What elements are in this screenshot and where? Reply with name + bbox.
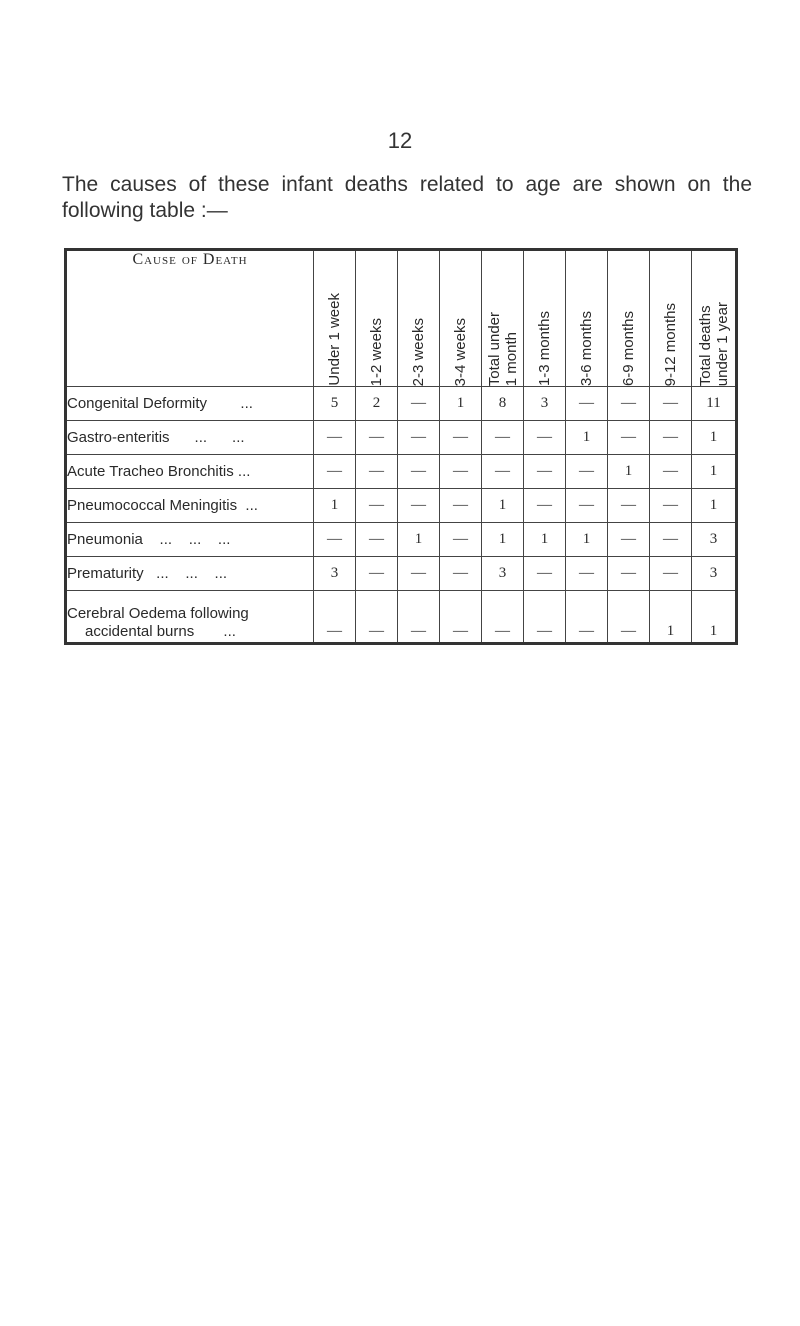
table-row [66, 523, 737, 557]
value-cell: — [566, 455, 608, 489]
value-cell: — [314, 455, 356, 489]
cause-cell: Prematurity ... ... ... [66, 557, 314, 591]
value-cell: — [482, 591, 524, 644]
column-header [482, 250, 524, 387]
column-header [692, 250, 737, 387]
value-cell: — [524, 421, 566, 455]
cause-cell [66, 591, 314, 644]
value-cell: — [566, 489, 608, 523]
value-cell: 1 [482, 523, 524, 557]
value-cell: — [524, 489, 566, 523]
value-cell: 1 [440, 387, 482, 421]
column-header [650, 250, 692, 387]
value-cell: 3 [314, 557, 356, 591]
value-cell: — [356, 523, 398, 557]
value-cell: — [356, 591, 398, 644]
infant-deaths-table [64, 248, 738, 645]
value-cell: 8 [482, 387, 524, 421]
column-header-label: Total deaths under 1 year [696, 301, 731, 386]
column-header-label: 1-3 months [536, 310, 553, 386]
value-cell: — [440, 455, 482, 489]
value-cell: — [524, 455, 566, 489]
value-cell: 1 [314, 489, 356, 523]
value-cell: 1 [566, 523, 608, 557]
column-header [314, 250, 356, 387]
value-cell: 1 [692, 455, 737, 489]
value-cell: — [482, 421, 524, 455]
column-header [440, 250, 482, 387]
value-cell: — [440, 421, 482, 455]
value-cell: — [482, 455, 524, 489]
cause-cell: Acute Tracheo Bronchitis ... [66, 455, 314, 489]
value-cell: 1 [692, 489, 737, 523]
value-cell: — [398, 455, 440, 489]
cause-of-death-header: Cause of Death [66, 250, 314, 387]
value-cell: — [650, 489, 692, 523]
column-header-label: 9-12 months [662, 302, 679, 386]
value-cell: — [608, 523, 650, 557]
value-cell: 1 [692, 591, 737, 644]
value-cell: — [566, 591, 608, 644]
value-cell: — [650, 455, 692, 489]
value-cell: — [398, 421, 440, 455]
value-cell: — [398, 591, 440, 644]
table-row [66, 455, 737, 489]
cause-line: Cerebral Oedema following [67, 605, 249, 622]
value-cell: — [566, 387, 608, 421]
value-cell: 3 [692, 557, 737, 591]
value-cell: — [608, 557, 650, 591]
value-cell: 5 [314, 387, 356, 421]
value-cell: — [608, 591, 650, 644]
value-cell: 3 [692, 523, 737, 557]
value-cell: — [440, 523, 482, 557]
value-cell: 1 [524, 523, 566, 557]
value-cell: 1 [692, 421, 737, 455]
value-cell: — [608, 489, 650, 523]
value-cell: — [650, 387, 692, 421]
value-cell: — [356, 557, 398, 591]
value-cell: — [650, 523, 692, 557]
value-cell: 2 [356, 387, 398, 421]
value-cell: — [650, 421, 692, 455]
table-body [66, 387, 737, 644]
column-header-label: 3-6 months [578, 310, 595, 386]
value-cell: 1 [398, 523, 440, 557]
column-header-label: 3-4 weeks [452, 317, 469, 386]
cause-cell: Congenital Deformity ... [66, 387, 314, 421]
column-header-label: 6-9 months [620, 310, 637, 386]
cause-cell: Pneumonia ... ... ... [66, 523, 314, 557]
value-cell: — [440, 489, 482, 523]
intro-paragraph: The causes of these infant deaths related to age are shown on the following table :— [62, 173, 752, 222]
value-cell: — [398, 489, 440, 523]
page-number: 12 [387, 128, 413, 153]
value-cell: — [566, 557, 608, 591]
value-cell: — [524, 557, 566, 591]
value-cell: — [314, 591, 356, 644]
cause-line: accidental burns ... [85, 623, 236, 640]
column-header [608, 250, 650, 387]
table-row [66, 557, 737, 591]
value-cell: — [524, 591, 566, 644]
value-cell: — [608, 421, 650, 455]
value-cell: — [314, 523, 356, 557]
column-header [566, 250, 608, 387]
value-cell: 11 [692, 387, 737, 421]
value-cell: — [398, 557, 440, 591]
value-cell: 3 [482, 557, 524, 591]
value-cell: — [314, 421, 356, 455]
value-cell: — [356, 455, 398, 489]
table-row [66, 591, 737, 644]
value-cell: — [356, 421, 398, 455]
cause-cell: Gastro-enteritis ... ... [66, 421, 314, 455]
value-cell: — [398, 387, 440, 421]
column-header [398, 250, 440, 387]
table-row [66, 421, 737, 455]
value-cell: 1 [608, 455, 650, 489]
value-cell: — [650, 557, 692, 591]
header-row [66, 250, 737, 387]
value-cell: — [608, 387, 650, 421]
column-header-label: Under 1 week [326, 293, 343, 386]
value-cell: — [440, 591, 482, 644]
value-cell: — [440, 557, 482, 591]
column-header [356, 250, 398, 387]
value-cell: 1 [482, 489, 524, 523]
value-cell: — [356, 489, 398, 523]
column-header-label: Total under 1 month [485, 311, 520, 386]
column-header [524, 250, 566, 387]
table-row [66, 489, 737, 523]
column-header-label: 2-3 weeks [410, 317, 427, 386]
table-row [66, 387, 737, 421]
value-cell: 1 [566, 421, 608, 455]
value-cell: 1 [650, 591, 692, 644]
value-cell: 3 [524, 387, 566, 421]
cause-cell: Pneumococcal Meningitis ... [66, 489, 314, 523]
column-header-label: 1-2 weeks [368, 317, 385, 386]
